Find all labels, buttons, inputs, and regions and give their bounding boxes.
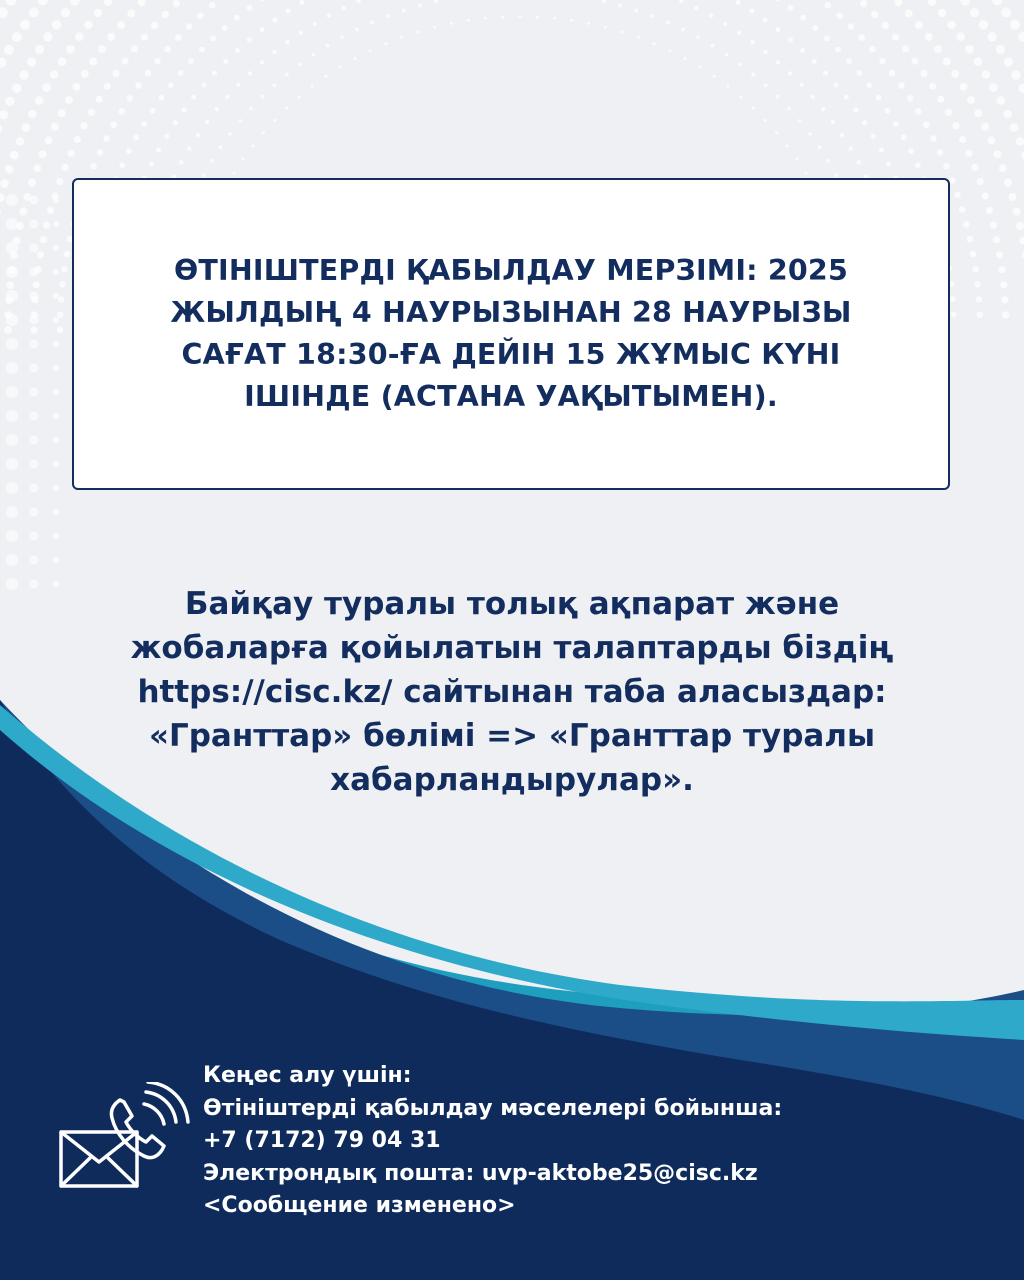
contact-email[interactable]: Электрондық пошта: uvp-aktobe25@cisc.kz <box>203 1160 758 1186</box>
info-line-with-link: https://cisc.kz/ сайтынан таба аласыздар: <box>137 674 887 710</box>
deadline-box <box>72 178 950 490</box>
mail-phone-icon <box>58 1082 190 1192</box>
deadline-text <box>130 250 891 418</box>
deadline-line: ӨТІНІШТЕРДІ ҚАБЫЛДАУ МЕРЗІМІ: 2025 <box>173 254 848 287</box>
info-paragraph <box>60 582 964 802</box>
deadline-line: ІШІНДЕ (АСТАНА УАҚЫТЫМЕН). <box>244 380 778 413</box>
contact-heading: Кеңес алу үшін: <box>203 1063 412 1088</box>
deadline-line: САҒАТ 18:30-ҒА ДЕЙІН 15 ЖҰМЫС КҮНІ <box>181 338 841 371</box>
contact-block <box>203 1060 1003 1223</box>
contact-note: <Сообщение изменено> <box>203 1193 516 1218</box>
contact-phone[interactable]: +7 (7172) 79 04 31 <box>203 1128 441 1153</box>
info-line: хабарландырулар». <box>330 762 694 798</box>
info-line: «Гранттар» бөлімі => «Гранттар туралы <box>148 718 876 754</box>
deadline-line: ЖЫЛДЫҢ 4 НАУРЫЗЫНАН 28 НАУРЫЗЫ <box>170 296 852 329</box>
info-line: Байқау туралы толық ақпарат және <box>184 586 840 622</box>
info-line: жобаларға қойылатын талаптарды біздің <box>130 630 894 666</box>
contact-topic: Өтініштерді қабылдау мәселелері бойынша: <box>203 1095 783 1121</box>
